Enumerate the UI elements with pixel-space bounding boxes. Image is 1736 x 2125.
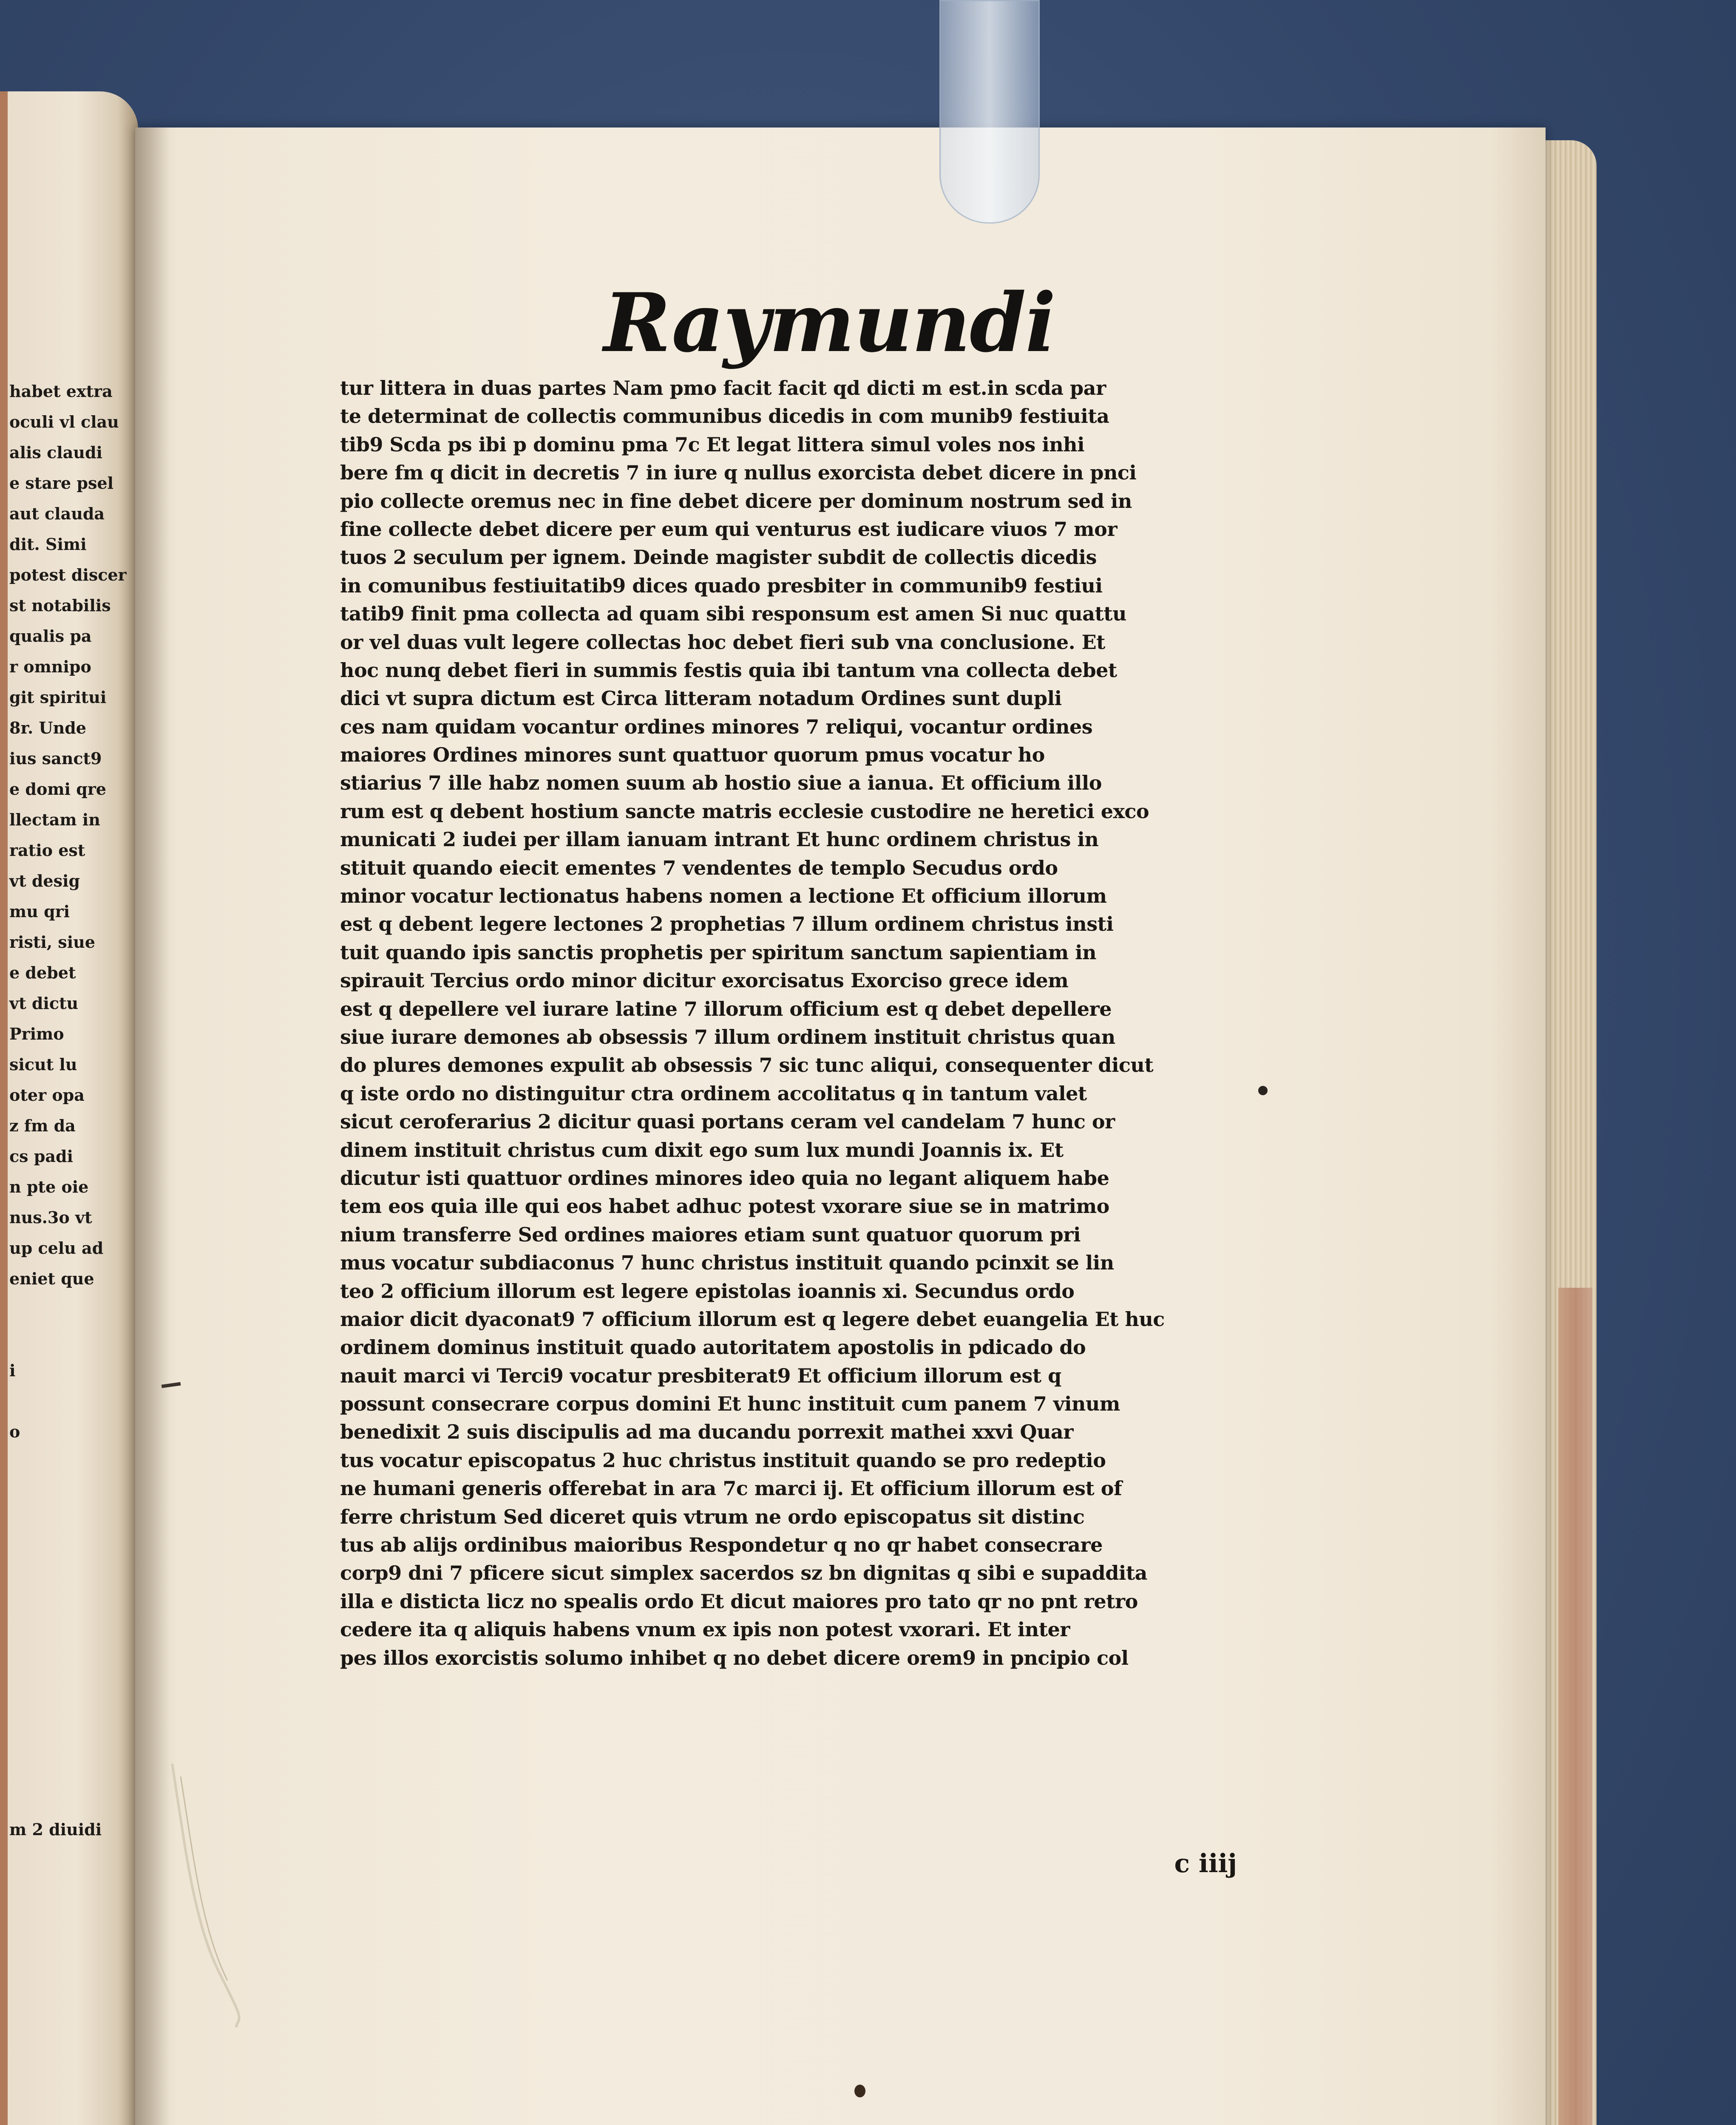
text-line: cedere ita q aliquis habens vnum ex ipis non potest vxorari. Et inter: [340, 1618, 1070, 1641]
left-text-line: e debet: [9, 963, 76, 982]
left-text-line: cs padi: [9, 1147, 73, 1166]
left-text-line: llectam in: [9, 810, 100, 829]
left-text-line: aut clauda: [9, 504, 105, 523]
text-line: stiarius 7 ille habz nomen suum ab hostio siue a ianua. Et officium illo: [340, 771, 1102, 795]
left-page: [0, 91, 138, 2125]
ink-dot: [1258, 1086, 1268, 1095]
left-text-line: ius sanct9: [9, 749, 102, 768]
text-line: est q debent legere lectones 2 prophetias 7 illum ordinem christus insti: [340, 912, 1114, 936]
left-text-line: [9, 1539, 137, 1570]
left-text-line: ratio est: [9, 841, 85, 860]
text-line: est q depellere vel iurare latine 7 illorum officium est q debet depellere: [340, 997, 1112, 1020]
text-line: siue iurare demones ab obsessis 7 illum ordinem instituit christus quan: [340, 1025, 1115, 1048]
text-line: municati 2 iudei per illam ianuam intrant Et hunc ordinem christus in: [340, 828, 1099, 851]
left-text-line: [9, 1386, 137, 1417]
text-line: or vel duas vult legere collectas hoc debet fieri sub vna conclusione. Et: [340, 630, 1105, 654]
text-line: do plures demones expulit ab obsessis 7 sic tunc aliqui, consequenter dicut: [340, 1054, 1154, 1077]
left-text-line: o: [9, 1422, 20, 1441]
text-line: illa e disticta licz no spealis ordo Et dicut maiores pro tato qr no pnt retro: [340, 1590, 1138, 1613]
text-line: pes illos exorcistis solumo inhibet q no debet dicere orem9 in pncipio col: [340, 1646, 1129, 1669]
left-text-line: eniet que: [9, 1269, 94, 1288]
left-text-line: mu qri: [9, 902, 70, 921]
signature-mark: c iiij: [1174, 1849, 1237, 1878]
text-line: ferre christum Sed diceret quis vtrum ne ordo episcopatus sit distinc: [340, 1505, 1085, 1528]
left-text-line: [9, 1294, 137, 1325]
text-line: hoc nunq debet fieri in summis festis quia ibi tantum vna collecta debet: [340, 658, 1117, 682]
left-text-line: sicut lu: [9, 1055, 77, 1074]
text-line: sicut ceroferarius 2 dicitur quasi portans ceram vel candelam 7 hunc or: [340, 1110, 1115, 1133]
left-text-line: oculi vl clau: [9, 412, 119, 431]
text-line: ces nam quidam vocantur ordines minores 7 reliqui, vocantur ordines: [340, 715, 1093, 738]
left-text-line: risti, siue: [9, 932, 95, 952]
loose-thread: [168, 1760, 244, 2032]
ink-dot: [854, 2085, 865, 2097]
left-text-line: up celu ad: [9, 1238, 104, 1258]
text-line: benedixit 2 suis discipulis ad ma ducandu porrexit mathei xxvi Quar: [340, 1420, 1073, 1444]
text-line: maior dicit dyaconat9 7 officium illorum est q legere debet euangelia Et huc: [340, 1307, 1165, 1331]
body-text: [340, 374, 1237, 1672]
left-page-edge: [0, 91, 8, 2125]
text-line: nium transferre Sed ordines maiores etiam sunt quatuor quorum pri: [340, 1223, 1081, 1246]
left-text-line: nus.3o vt: [9, 1208, 92, 1227]
text-line: nauit marci vi Terci9 vocatur presbiterat9 Et officium illorum est q: [340, 1364, 1061, 1387]
fore-edge-red-tint: [1558, 1288, 1592, 2125]
text-line: tuos 2 seculum per ignem. Deinde magister subdit de collectis dicedis: [340, 546, 1097, 569]
left-text-line: st notabilis: [9, 596, 111, 615]
text-line: q iste ordo no distinguitur ctra ordinem accolitatus q in tantum valet: [340, 1082, 1087, 1105]
text-line: tatib9 finit pma collecta ad quam sibi responsum est amen Si nuc quattu: [340, 602, 1126, 626]
left-text-line: 8r. Unde: [9, 718, 86, 737]
left-text-line: git spiritui: [9, 688, 107, 707]
left-text-line: [9, 1325, 137, 1355]
left-text-line: [9, 1661, 137, 1692]
left-text-line: habet extra: [9, 382, 113, 401]
text-line: ordinem dominus instituit quado autoritatem apostolis in pdicado do: [340, 1336, 1086, 1359]
left-text-line: r omnipo: [9, 657, 91, 676]
text-line: mus vocatur subdiaconus 7 hunc christus instituit quando pcinxit se lin: [340, 1251, 1114, 1275]
left-text-line: [9, 1600, 137, 1631]
left-text-line: qualis pa: [9, 626, 92, 646]
left-text-line: [9, 1508, 137, 1539]
left-text-line: [9, 1723, 137, 1753]
text-line: minor vocatur lectionatus habens nomen a lectione Et officium illorum: [340, 884, 1107, 908]
left-text-line: [9, 1447, 137, 1478]
text-line: stituit quando eiecit ementes 7 vendentes de templo Secudus ordo: [340, 856, 1058, 879]
text-line: spirauit Tercius ordo minor dicitur exorcisatus Exorciso grece idem: [340, 969, 1069, 992]
left-text-line: [9, 1753, 137, 1784]
fore-edge: [1546, 140, 1597, 2125]
left-text-line: Primo: [9, 1024, 64, 1043]
text-line: dici vt supra dictum est Circa litteram notadum Ordines sunt dupli: [340, 687, 1062, 710]
text-line: pio collecte oremus nec in fine debet dicere per dominum nostrum sed in: [340, 489, 1132, 513]
text-line: ne humani generis offerebat in ara 7c marci ij. Et officium illorum est of: [340, 1477, 1122, 1500]
text-line: bere fm q dicit in decretis 7 in iure q nullus exorcista debet dicere in pnci: [340, 461, 1137, 484]
text-line: tur littera in duas partes Nam pmo facit facit qd dicti m est.in scda par: [340, 377, 1106, 400]
left-text-line: vt desig: [9, 871, 80, 890]
left-text-line: vt dictu: [9, 994, 79, 1013]
left-text-line: [9, 1631, 137, 1661]
left-text-line: n pte oie: [9, 1177, 89, 1196]
text-line: fine collecte debet dicere per eum qui venturus est iudicare viuos 7 mor: [340, 517, 1118, 541]
text-line: possunt consecrare corpus domini Et hunc instituit cum panem 7 vinum: [340, 1392, 1120, 1416]
left-text-line: potest discer: [9, 565, 127, 584]
left-text-line: m 2 diuidi: [9, 1820, 102, 1839]
left-text-line: dit. Simi: [9, 535, 87, 554]
text-line: tus vocatur episcopatus 2 huc christus instituit quando se pro redeptio: [340, 1448, 1106, 1472]
text-line: rum est q debent hostium sancte matris ecclesie custodire ne heretici exco: [340, 799, 1149, 823]
text-line: in comunibus festiuitatib9 dices quado presbiter in communib9 festiui: [340, 574, 1103, 597]
text-line: teo 2 officium illorum est legere epistolas ioannis xi. Secundus ordo: [340, 1279, 1075, 1303]
text-line: te determinat de collectis communibus dicedis in com munib9 festiuita: [340, 405, 1109, 428]
left-text-line: e domi qre: [9, 779, 106, 799]
text-line: dicutur isti quattuor ordines minores ideo quia no legant aliquem habe: [340, 1166, 1109, 1190]
left-text-line: e stare psel: [9, 473, 113, 493]
left-text-line: alis claudi: [9, 443, 102, 462]
left-page-text: [9, 376, 137, 1845]
text-line: tus ab alijs ordinibus maioribus Respondetur q no qr habet consecrare: [340, 1533, 1103, 1557]
left-text-line: [9, 1692, 137, 1723]
text-line: tem eos quia ille qui eos habet adhuc potest vxorare siue se in matrimo: [340, 1195, 1109, 1218]
running-head: Raymundi: [604, 275, 1055, 370]
page-clip-top: [939, 0, 1040, 224]
spine-shadow: [135, 128, 169, 2125]
text-line: maiores Ordines minores sunt quattuor quorum pmus vocatur ho: [340, 743, 1045, 767]
left-text-line: [9, 1784, 137, 1814]
left-text-line: [9, 1478, 137, 1508]
left-text-line: [9, 1570, 137, 1600]
text-line: tib9 Scda ps ibi p dominu pma 7c Et legat littera simul voles nos inhi: [340, 433, 1085, 456]
text-line: tuit quando ipis sanctis prophetis per spiritum sanctum sapientiam in: [340, 941, 1097, 964]
text-line: dinem instituit christus cum dixit ego sum lux mundi Joannis ix. Et: [340, 1138, 1064, 1162]
left-text-line: z fm da: [9, 1116, 76, 1135]
text-line: corp9 dni 7 pficere sicut simplex sacerdos sz bn dignitas q sibi e supaddita: [340, 1561, 1147, 1585]
left-text-line: oter opa: [9, 1085, 85, 1105]
left-text-line: i: [9, 1361, 16, 1380]
